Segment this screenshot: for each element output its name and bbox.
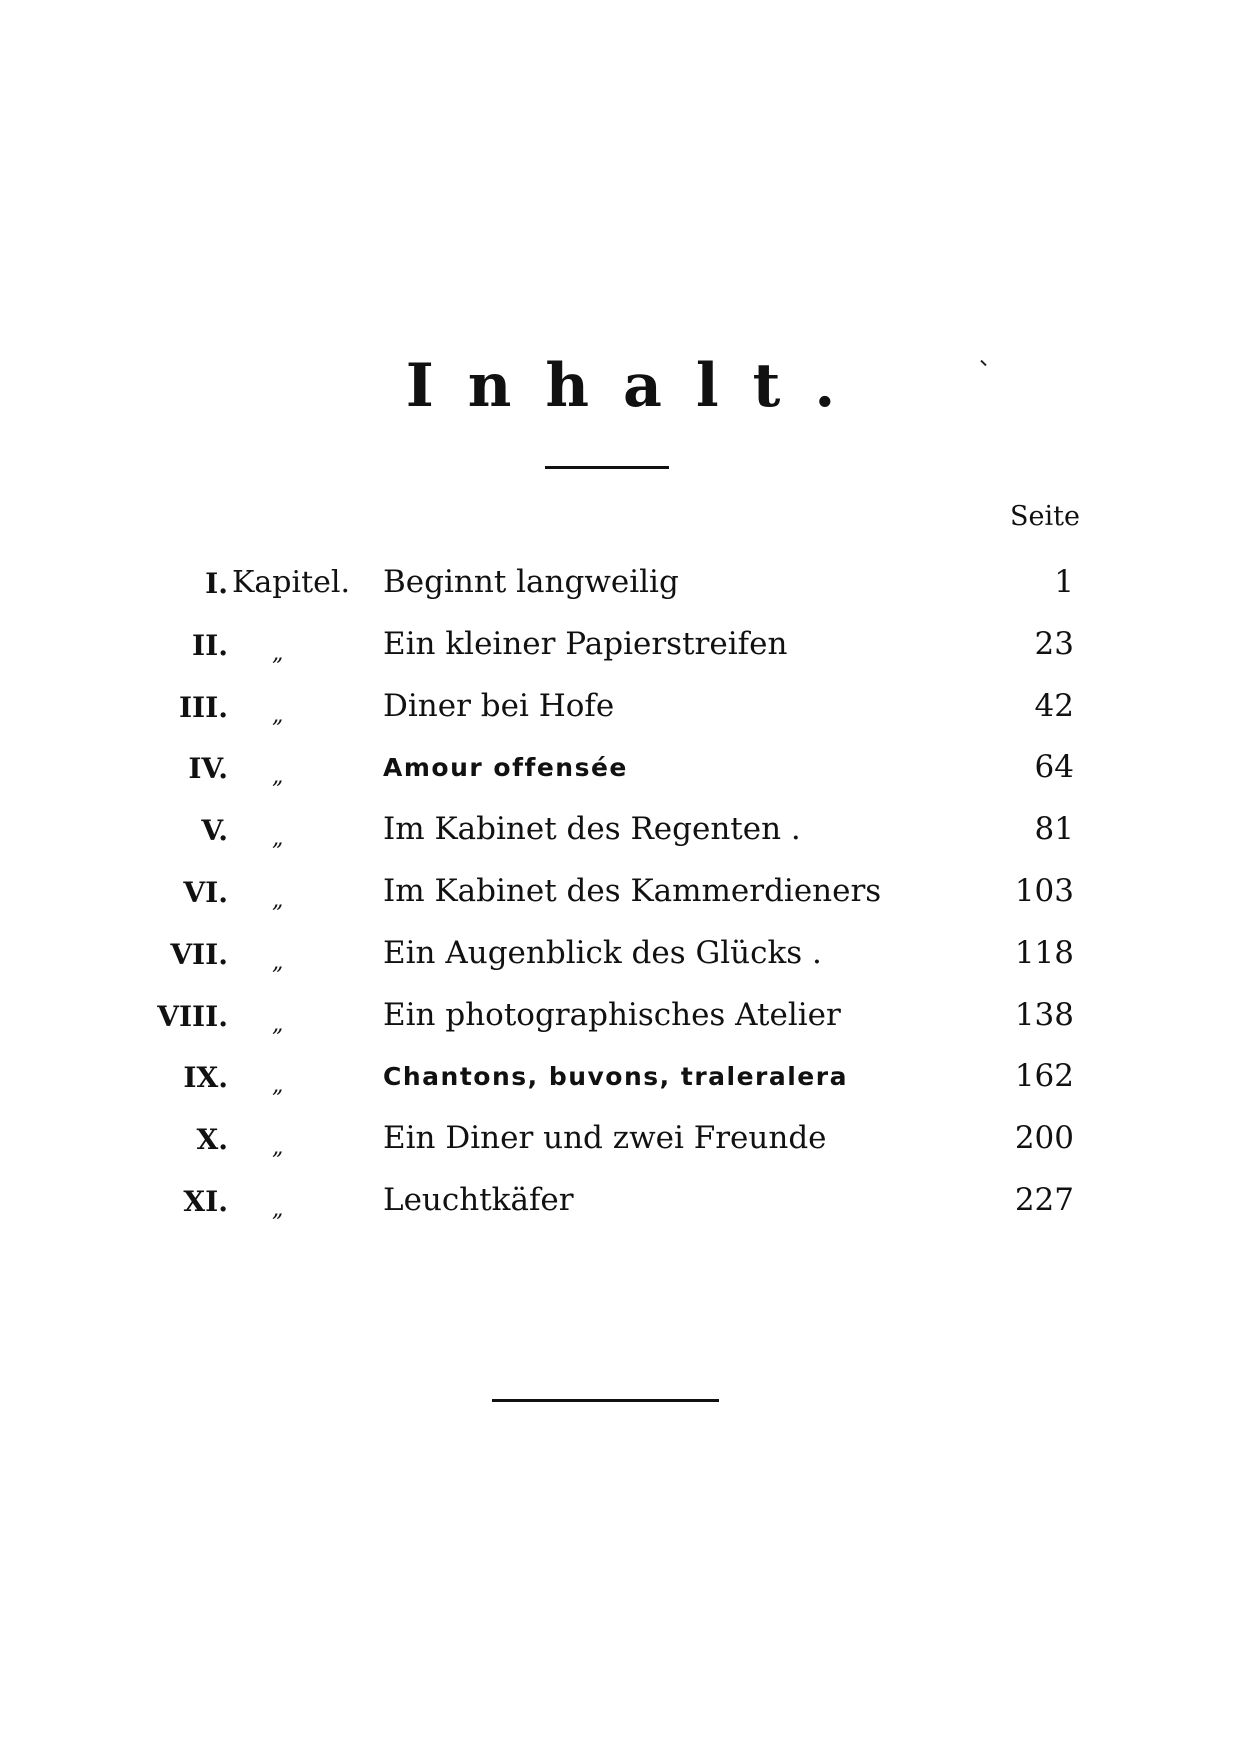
toc-row: [0, 555, 1241, 617]
ditto-mark: „: [272, 826, 284, 852]
bottom-divider: [492, 1399, 719, 1402]
chapter-title: Ein Augenblick des Glücks .: [383, 934, 822, 971]
ditto-mark: „: [272, 949, 284, 975]
chapter-title: Im Kabinet des Regenten .: [383, 811, 801, 848]
chapter-numeral: III.: [178, 690, 228, 724]
chapter-page-number: 81: [1034, 811, 1074, 848]
ditto-mark: „: [272, 1073, 284, 1099]
ditto-mark: „: [272, 702, 284, 728]
chapter-numeral: X.: [196, 1123, 228, 1157]
ditto-mark: „: [272, 1135, 284, 1161]
ditto-mark: „: [272, 1196, 284, 1222]
chapter-numeral: VIII.: [157, 999, 228, 1033]
toc-row: [0, 617, 1241, 679]
chapter-page-number: 118: [1014, 934, 1074, 971]
title-divider: [545, 466, 669, 469]
chapter-title: Beginnt langweilig: [383, 564, 679, 600]
ditto-mark: „: [272, 1011, 284, 1037]
toc-row: [0, 926, 1241, 988]
chapter-numeral: XI.: [183, 1184, 228, 1218]
chapter-page-number: 23: [1034, 625, 1074, 662]
table-of-contents: [0, 555, 1241, 1235]
page-column-header: Seite: [1010, 501, 1080, 532]
toc-row: [0, 1173, 1241, 1235]
chapter-numeral: IX.: [183, 1061, 228, 1095]
chapter-page-number: 103: [1014, 872, 1074, 909]
toc-row: [0, 864, 1241, 926]
chapter-page-number: 42: [1034, 687, 1074, 724]
chapter-title: Diner bei Hofe: [383, 687, 615, 724]
ditto-mark: „: [272, 887, 284, 913]
chapter-title: Chantons, buvons, traleralera: [383, 1062, 848, 1092]
chapter-title: Ein Diner und zwei Freunde: [383, 1120, 827, 1157]
chapter-page-number: 227: [1014, 1181, 1074, 1218]
chapter-page-number: 1: [1054, 564, 1074, 600]
ditto-mark: „: [272, 640, 284, 666]
chapter-numeral: II.: [192, 628, 228, 662]
chapter-numeral: I.: [205, 567, 228, 600]
toc-row: [0, 802, 1241, 864]
toc-row: [0, 740, 1241, 802]
chapter-numeral: VII.: [170, 937, 228, 971]
chapter-title: Ein kleiner Papierstreifen: [383, 625, 788, 662]
chapter-title: Im Kabinet des Kammerdieners: [383, 872, 882, 909]
chapter-word: Kapitel.: [232, 565, 351, 600]
chapter-title: Leuchtkäfer: [383, 1181, 574, 1218]
chapter-title: Ein photographisches Atelier: [383, 996, 841, 1033]
chapter-page-number: 200: [1014, 1120, 1074, 1157]
toc-row: [0, 1111, 1241, 1173]
chapter-page-number: 138: [1014, 996, 1074, 1033]
toc-row: [0, 988, 1241, 1050]
chapter-page-number: 162: [1014, 1058, 1074, 1095]
chapter-numeral: IV.: [188, 752, 228, 786]
chapter-numeral: VI.: [183, 875, 228, 909]
ditto-mark: „: [272, 764, 284, 790]
chapter-title: Amour offensée: [383, 753, 628, 783]
toc-row: [0, 1049, 1241, 1111]
toc-row: [0, 679, 1241, 741]
chapter-page-number: 64: [1034, 749, 1074, 786]
page-title: Inhalt.: [405, 351, 870, 421]
chapter-numeral: V.: [201, 814, 228, 848]
